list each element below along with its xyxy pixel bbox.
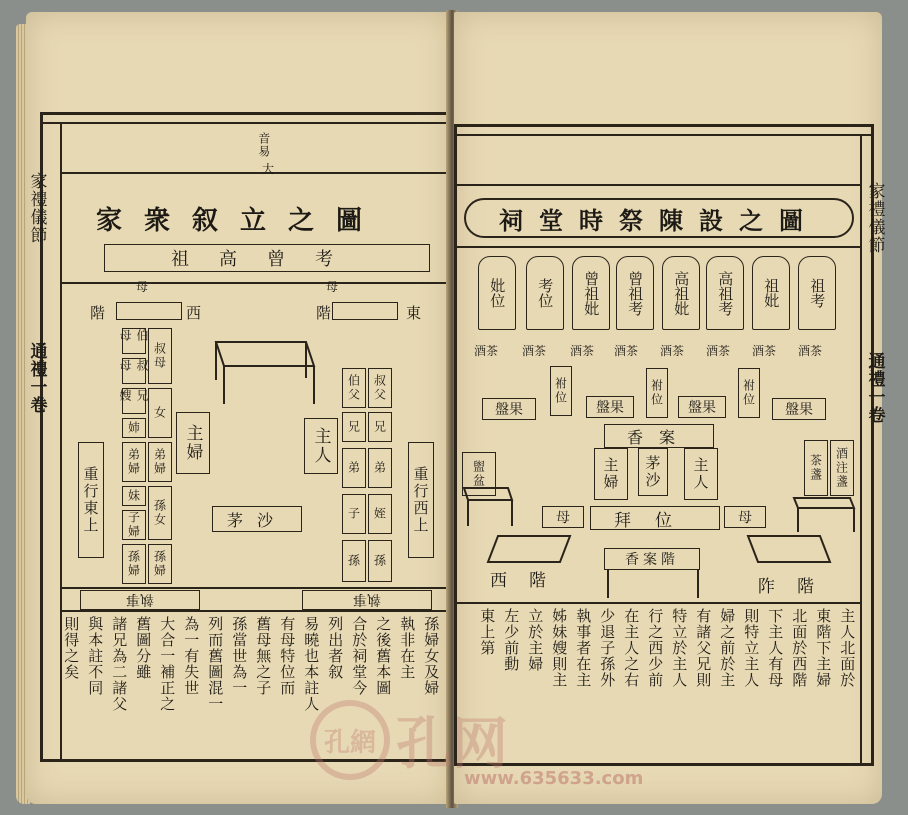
- mother-label-1: 母: [136, 280, 149, 294]
- text-column: 孫婦女及婦: [422, 616, 441, 696]
- text-column: 諸兄為二諸父: [110, 616, 129, 712]
- text-column: 舊母無之子: [254, 616, 273, 696]
- cups: 酒茶: [614, 344, 639, 358]
- women-cell: 伯母: [122, 328, 146, 354]
- women-cell: 叔母: [148, 328, 172, 384]
- fruit-plate: 盤果: [482, 398, 536, 420]
- west-label: 西: [186, 304, 202, 322]
- women-cell: 孫女: [148, 486, 172, 540]
- men-cell: 叔父: [368, 368, 392, 408]
- inner-right-label: 重行西上: [408, 442, 434, 558]
- text-column: 為一有失世: [182, 616, 201, 696]
- mother-label-1: 母: [542, 506, 584, 528]
- women-cell: 叔母: [122, 358, 146, 384]
- side-margin: 家禮儀節: [864, 182, 885, 254]
- women-cell: 兄嫂: [122, 388, 146, 414]
- men-cell: 兄: [368, 412, 392, 442]
- men-cell: 孫: [368, 540, 392, 582]
- text-column: 則得之矣: [62, 616, 81, 680]
- text-column: 下主人有母: [766, 608, 785, 688]
- text-column: 東上第: [478, 608, 497, 656]
- text-column: 立於主婦: [526, 608, 545, 672]
- master: 主人: [684, 448, 718, 500]
- wine-stand-icon: [790, 492, 858, 536]
- basin-stand-icon: [460, 482, 516, 532]
- text-column: 則特立主人: [742, 608, 761, 688]
- top-note: 音易: [256, 132, 271, 158]
- executor-right: 執事: [302, 590, 432, 610]
- text-column: 執非在主: [398, 616, 417, 680]
- page-title: 祠堂時祭陳設之圖: [464, 198, 854, 238]
- women-cell: 姉: [122, 418, 146, 438]
- mao-sha: 茅沙: [638, 448, 668, 496]
- tablet: 考位: [526, 256, 564, 330]
- stair-right: 階: [316, 304, 332, 322]
- text-column: 特立於主人: [670, 608, 689, 688]
- cups: 酒茶: [570, 344, 595, 358]
- wine-label: 酒注盞: [830, 440, 854, 496]
- women-cell: 弟婦: [148, 442, 172, 482]
- side-margin: 家禮儀節: [26, 172, 47, 244]
- cups: 酒茶: [706, 344, 731, 358]
- stair-left: 階: [90, 304, 106, 322]
- master: 主人: [304, 418, 338, 474]
- men-cell: 弟: [342, 448, 366, 488]
- inner-left-label: 重行東上: [78, 442, 104, 558]
- fruit-plate: 盤果: [678, 396, 726, 418]
- basin: 盥盆: [462, 452, 496, 496]
- mao-sha: 茅沙: [212, 506, 302, 532]
- text-column: 少退子孫外: [598, 608, 617, 688]
- side-margin-2: 通禮一卷: [26, 342, 47, 414]
- bai-wei: 拜位: [590, 506, 720, 530]
- tablet: 高祖妣: [662, 256, 700, 330]
- men-cell: 伯父: [342, 368, 366, 408]
- page-title: 家衆叙立之圖: [96, 206, 385, 236]
- fruit-plate: 盤果: [772, 398, 826, 420]
- text-column: 有諸父兄則: [694, 608, 713, 688]
- tablet: 曾祖妣: [572, 256, 610, 330]
- top-note-2: 大: [262, 162, 275, 176]
- women-cell: 子婦: [122, 510, 146, 540]
- text-column: 易曉也本註人: [302, 616, 321, 712]
- men-cell: 弟: [368, 448, 392, 488]
- stair-left-shape: [116, 302, 182, 320]
- text-column: 列而舊圖混一: [206, 616, 225, 712]
- men-cell: 子: [342, 494, 366, 534]
- text-column: 與本註不同: [86, 616, 105, 696]
- incense-table: 香案: [604, 424, 714, 448]
- master-wife: 主婦: [594, 448, 628, 500]
- tablet: 祖考: [798, 256, 836, 330]
- women-cell: 妹: [122, 486, 146, 506]
- text-column: 主人北面於: [838, 608, 857, 688]
- tea-label: 茶盞: [804, 440, 828, 496]
- women-cell: 女: [148, 388, 172, 438]
- tablet: 高祖考: [706, 256, 744, 330]
- stair-right-shape: [332, 302, 398, 320]
- cups: 酒茶: [752, 344, 777, 358]
- text-column: 婦之前於主: [718, 608, 737, 688]
- tablet: 妣位: [478, 256, 516, 330]
- ancestors-row: 祖高曾考: [104, 244, 430, 272]
- text-column: 之後舊本圖: [374, 616, 393, 696]
- side-tablet: 祔位: [550, 366, 572, 416]
- fruit-plate: 盤果: [586, 396, 634, 418]
- men-cell: 兄: [342, 412, 366, 442]
- text-column: 列出者叙: [326, 616, 345, 680]
- text-column: 左少前動: [502, 608, 521, 672]
- text-column: 有母特位而: [278, 616, 297, 696]
- right-page: [454, 12, 885, 804]
- women-cell: 孫婦: [122, 544, 146, 584]
- text-column: 在主人之右: [622, 608, 641, 688]
- watermark-text: 孔网: [396, 711, 508, 777]
- left-page: [26, 12, 450, 804]
- text-column: 舊圖分雖: [134, 616, 153, 680]
- cups: 酒茶: [474, 344, 499, 358]
- women-cell: 孫婦: [148, 544, 172, 584]
- east-stair-icon: [744, 532, 834, 572]
- table-icon: [210, 330, 320, 410]
- stairs-west: 西階: [490, 571, 568, 591]
- text-column: 北面於西階: [790, 608, 809, 688]
- executor-left: 執事: [80, 590, 200, 610]
- men-cell: 孫: [342, 540, 366, 582]
- tablet: 祖妣: [752, 256, 790, 330]
- text-column: 執事者在主: [574, 608, 593, 688]
- tablet: 曾祖考: [616, 256, 654, 330]
- text-column: 大合一補正之: [158, 616, 177, 712]
- text-column: 合於祠堂今: [350, 616, 369, 696]
- men-cell: 姪: [368, 494, 392, 534]
- master-wife: 主婦: [176, 412, 210, 474]
- mother-label-2: 母: [724, 506, 766, 528]
- watermark-seal-icon: 孔網: [310, 700, 390, 780]
- cups: 酒茶: [660, 344, 685, 358]
- cups: 酒茶: [522, 344, 547, 358]
- side-margin-2: 通禮一卷: [864, 352, 885, 424]
- text-column: 東階下主婦: [814, 608, 833, 688]
- text-column: 姊妹嫂則主: [550, 608, 569, 688]
- watermark-url: www.635633.com: [464, 768, 644, 789]
- mother-label-2: 母: [326, 280, 339, 294]
- stairs-east: 阼階: [758, 577, 836, 597]
- text-column: 行之西少前: [646, 608, 665, 688]
- side-tablet: 祔位: [738, 368, 760, 418]
- east-label: 東: [406, 304, 422, 322]
- side-tablet: 祔位: [646, 368, 668, 418]
- incense-table-icon: [604, 568, 704, 600]
- women-cell: 弟婦: [122, 442, 146, 482]
- incense-stair: 香案階: [604, 548, 700, 570]
- text-column: 孫當世為一: [230, 616, 249, 696]
- cups: 酒茶: [798, 344, 823, 358]
